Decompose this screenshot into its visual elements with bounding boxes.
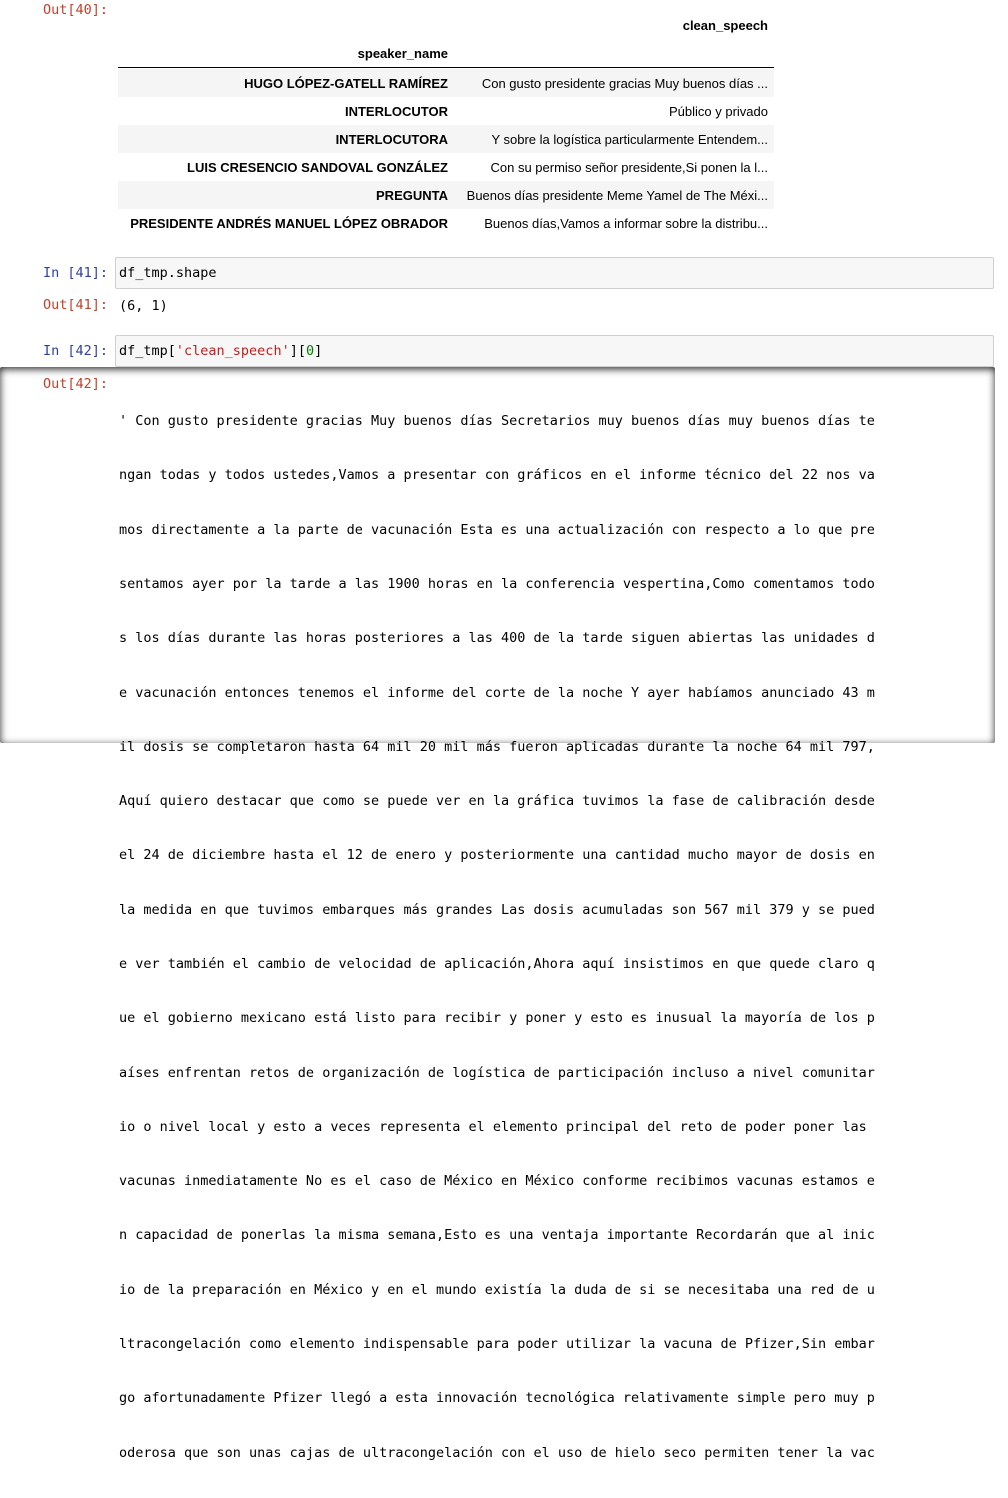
output-line: ltracongelación como elemento indispensable para poder utilizar la vacuna de Pfizer,Sin embar — [119, 1335, 875, 1352]
row-index: INTERLOCUTOR — [344, 104, 448, 119]
table-row — [118, 181, 774, 209]
header-divider — [118, 67, 774, 68]
code-string-token: 'clean_speech' — [175, 343, 290, 359]
output-line: n capacidad de ponerlas la misma semana,Esto es una ventaja importante Recordarán que al inic — [119, 1227, 875, 1244]
input-prompt-42: In [42]: — [42, 343, 108, 359]
row-index: LUIS CRESENCIO SANDOVAL GONZÁLEZ — [187, 160, 448, 175]
row-value: Buenos días,Vamos a informar sobre la distribu... — [484, 216, 768, 231]
output-line: io de la preparación en México y en el mundo existía la duda de si se necesitaba una red de u — [119, 1281, 875, 1298]
table-row — [118, 125, 774, 153]
table-row — [118, 97, 774, 125]
output-line: io o nivel local y esto a veces representa el elemento principal del reto de poder poner las — [119, 1118, 867, 1135]
shape-output: (6, 1) — [119, 298, 168, 314]
output-prompt-42: Out[42]: — [42, 376, 108, 392]
output-line: oderosa que son unas cajas de ultracongelación con el uso de hielo seco permiten tener la vac — [119, 1444, 875, 1461]
output-line: il dosis se completaron hasta 64 mil 20 mil más fueron aplicadas durante la noche 64 mil 797, — [119, 738, 875, 755]
row-index: PRESIDENTE ANDRÉS MANUEL LÓPEZ OBRADOR — [130, 216, 448, 231]
output-line: vacunas inmediatamente No es el caso de México en México conforme recibimos vacunas estamos e — [119, 1173, 875, 1190]
row-index: HUGO LÓPEZ-GATELL RAMÍREZ — [244, 76, 448, 91]
output-line: s los días durante las horas posteriores a las 400 de la tarde siguen abiertas las unidades d — [119, 630, 875, 647]
output-line: e ver también el cambio de velocidad de aplicación,Ahora aquí insistimos en que quede claro q — [119, 956, 875, 972]
output-line: la medida en que tuvimos embarques más grandes Las dosis acumuladas son 567 mil 379 y se pued — [119, 901, 875, 918]
row-value: Con su permiso señor presidente,Si ponen la l... — [490, 160, 768, 175]
table-row — [118, 69, 774, 97]
table-body — [118, 69, 774, 237]
input-prompt-41: In [41]: — [42, 265, 108, 281]
output-line: Aquí quiero destacar que como se puede ver en la gráfica tuvimos la fase de calibración desde — [119, 793, 875, 810]
output-line: aíses enfrentan retos de organización de logística de participación incluso a nivel comunitar — [119, 1064, 875, 1081]
code-input[interactable]: df_tmp.shape — [119, 265, 217, 281]
code-cell-42[interactable] — [115, 335, 994, 367]
column-header: clean_speech — [682, 18, 768, 33]
table-row — [118, 209, 774, 237]
row-value: Buenos días presidente Meme Yamel de The Méxi... — [466, 188, 768, 203]
output-line: ' Con gusto presidente gracias Muy buenos días Secretarios muy buenos días muy buenos días te — [119, 413, 875, 430]
code-input[interactable] — [119, 343, 322, 359]
output-line: ngan todas y todos ustedes,Vamos a presentar con gráficos en el informe técnico del 22 nos va — [119, 467, 875, 484]
code-token: ] — [314, 343, 323, 359]
index-header: speaker_name — [357, 46, 448, 61]
row-value: Con gusto presidente gracias Muy buenos días ... — [481, 76, 768, 91]
row-index: INTERLOCUTORA — [335, 132, 448, 147]
output-line: sentamos ayer por la tarde a las 1900 horas en la conferencia vespertina,Como comentamos todo — [119, 576, 875, 593]
scrolled-output-42[interactable] — [0, 367, 995, 1461]
code-cell-41[interactable] — [115, 257, 994, 289]
output-line: ue el gobierno mexicano está listo para recibir y poner y esto es inusual la mayoría de los p — [119, 1010, 875, 1027]
row-value: Y sobre la logística particularmente Entendem... — [491, 132, 768, 147]
output-line: mos directamente a la parte de vacunación Esta es una actualización con respecto a lo que pre — [119, 521, 875, 538]
output-line: el 24 de diciembre hasta el 12 de enero y posteriormente una cantidad mucho mayor de dosis en — [119, 847, 875, 864]
output-prompt-40: Out[40]: — [42, 2, 108, 18]
output-prompt-41: Out[41]: — [42, 297, 108, 313]
speech-text-output — [119, 376, 983, 1498]
code-token: df_tmp[ — [119, 343, 176, 359]
code-number-token: 0 — [305, 343, 315, 359]
output-line: e vacunación entonces tenemos el informe del corte de la noche Y ayer habíamos anunciado 43 m — [119, 684, 875, 701]
code-token: ][ — [289, 343, 306, 359]
table-row — [118, 153, 774, 181]
output-line: go afortunadamente Pfizer llegó a esta innovación tecnológica relativamente simple pero muy p — [119, 1390, 875, 1407]
row-index: PREGUNTA — [376, 188, 448, 203]
row-value: Público y privado — [669, 104, 768, 119]
